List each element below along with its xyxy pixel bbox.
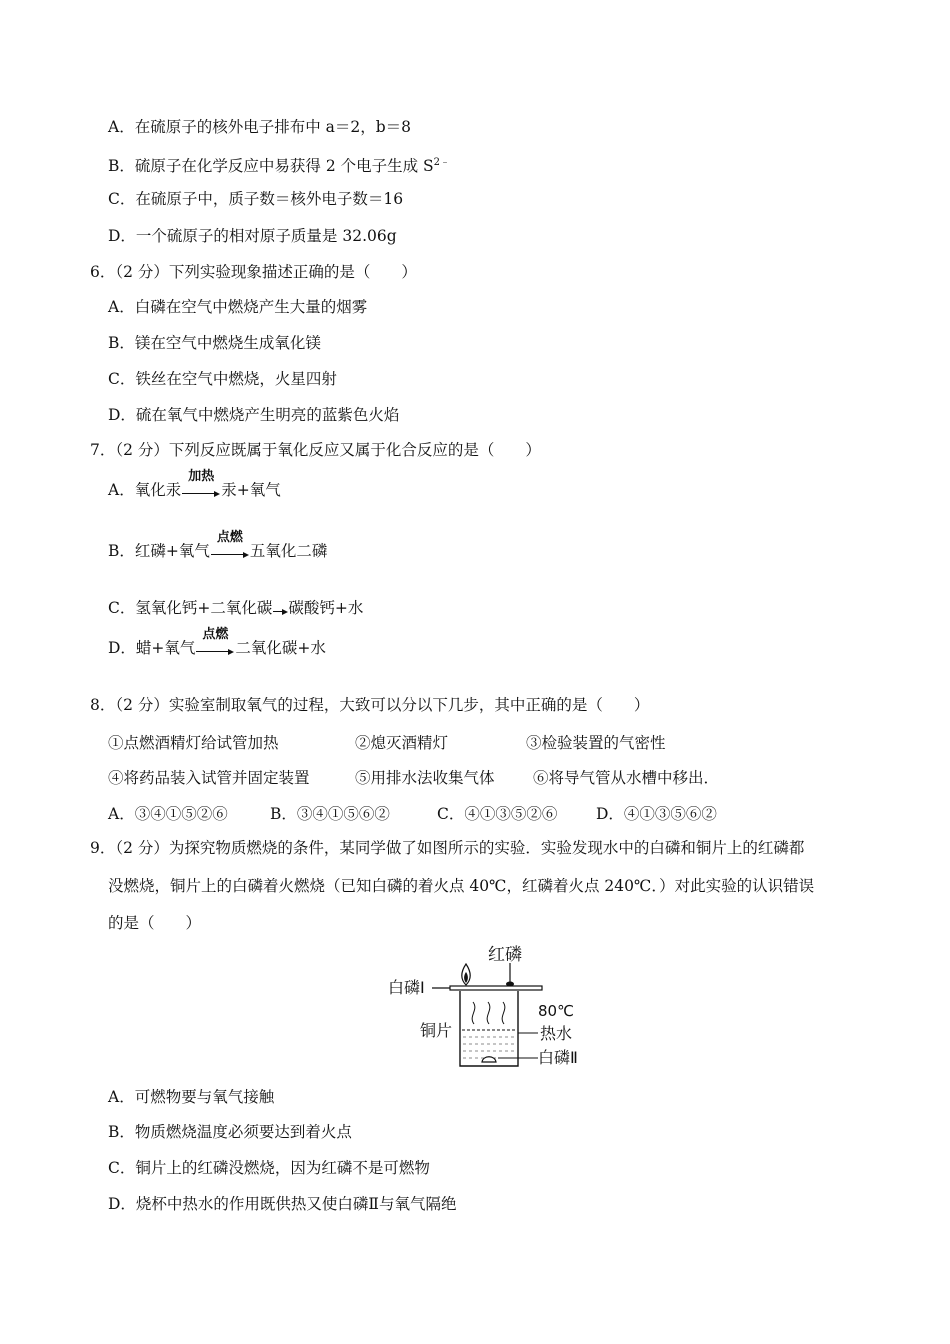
beaker <box>460 991 518 1066</box>
q7-b-condition: 点燃 <box>216 530 243 545</box>
q7-b-reactant: B．红磷+氧气 <box>108 542 210 560</box>
q7-d-reactant: D．蜡+氧气 <box>108 639 196 657</box>
q8-option-c: C．④①③⑤②⑥ <box>437 805 558 823</box>
q5-option-b <box>108 153 450 176</box>
q6-option-d: D．硫在氧气中燃烧产生明亮的蓝紫色火焰 <box>108 406 400 424</box>
q7-b-product: 五氧化二磷 <box>249 542 328 560</box>
q7-stem: 7．（2 分）下列反应既属于氧化反应又属于化合反应的是（ ） <box>90 441 541 459</box>
steam-icon <box>472 1002 505 1024</box>
q7-c-product: 碳酸钙+水 <box>288 599 364 617</box>
q8-step-1: ①点燃酒精灯给试管加热 <box>108 734 279 752</box>
q6-option-b: B．镁在空气中燃烧生成氧化镁 <box>108 334 321 352</box>
water-body <box>463 1037 515 1058</box>
q7-d-arrow <box>195 627 235 658</box>
combustion-experiment-figure <box>380 938 600 1074</box>
q8-stem: 8．（2 分）实验室制取氧气的过程，大致可以分以下几步，其中正确的是（ ） <box>90 696 650 714</box>
q7-option-a <box>108 469 281 500</box>
q8-option-a: A．③④①⑤②⑥ <box>108 805 228 823</box>
q8-option-d: D．④①③⑤⑥② <box>596 805 717 823</box>
q7-option-b <box>108 530 328 561</box>
label-copper-sheet: 铜片 <box>420 1021 453 1040</box>
label-white-phosphorus-2: 白磷Ⅱ <box>538 1048 578 1067</box>
label-white-phosphorus-1: 白磷Ⅰ <box>388 978 425 997</box>
q9-option-a: A．可燃物要与氧气接触 <box>108 1088 275 1106</box>
q5-option-c: C．在硫原子中，质子数＝核外电子数＝16 <box>108 190 404 208</box>
label-temperature: 80℃ <box>538 1002 574 1020</box>
q7-option-d <box>108 627 326 658</box>
q7-c-reactant: C．氢氧化钙+二氧化碳 <box>108 599 273 617</box>
q7-c-arrow <box>272 598 288 618</box>
q8-step-5: ⑤用排水法收集气体 <box>355 769 495 787</box>
q9-stem-line-3: 的是（ ） <box>108 914 202 932</box>
q5-option-a: A．在硫原子的核外电子排布中 a＝2，b＝8 <box>108 118 412 136</box>
q8-step-6: ⑥将导气管从水槽中移出． <box>533 769 720 787</box>
q9-option-c: C．铜片上的红磷没燃烧，因为红磷不是可燃物 <box>108 1159 430 1177</box>
q6-stem: 6．（2 分）下列实验现象描述正确的是（ ） <box>90 263 417 281</box>
q8-step-2: ②熄灭酒精灯 <box>355 734 449 752</box>
q8-option-b: B．③④①⑤⑥② <box>270 805 390 823</box>
q5-option-d: D．一个硫原子的相对原子质量是 32.06g <box>108 227 397 245</box>
q7-d-product: 二氧化碳+水 <box>235 639 326 657</box>
q9-option-b: B．物质燃烧温度必须要达到着火点 <box>108 1123 352 1141</box>
q7-b-arrow <box>210 530 250 561</box>
copper-sheet <box>450 986 542 990</box>
q7-a-product: 汞+氧气 <box>221 481 281 499</box>
q9-stem-line-1: 9．（2 分）为探究物质燃烧的条件，某同学做了如图所示的实验．实验发现水中的白磷和铜片上的红磷都 <box>90 839 805 857</box>
label-red-phosphorus: 红磷 <box>488 945 522 965</box>
q9-option-d: D．烧杯中热水的作用既供热又使白磷Ⅱ与氧气隔绝 <box>108 1195 457 1213</box>
white-phosphorus-2-lump <box>482 1057 496 1062</box>
q8-step-4: ④将药品装入试管并固定装置 <box>108 769 310 787</box>
q6-option-a: A．白磷在空气中燃烧产生大量的烟雾 <box>108 298 368 316</box>
q7-a-condition: 加热 <box>188 469 215 484</box>
q5-option-b-text: B．硫原子在化学反应中易获得 2 个电子生成 S <box>108 157 434 175</box>
q8-step-3: ③检验装置的气密性 <box>526 734 666 752</box>
q7-option-c <box>108 598 363 618</box>
q7-a-reactant: A．氧化汞 <box>108 481 182 499</box>
q9-stem-line-2: 没燃烧，铜片上的白磷着火燃烧（已知白磷的着火点 40℃，红磷着火点 240℃．）对此实验的认识错误 <box>108 877 815 895</box>
q5-option-b-charge: 2﹣ <box>433 157 451 168</box>
q7-d-condition: 点燃 <box>202 627 229 642</box>
q6-option-c: C．铁丝在空气中燃烧，火星四射 <box>108 370 337 388</box>
q7-a-arrow <box>181 469 221 500</box>
label-hot-water: 热水 <box>540 1024 573 1043</box>
